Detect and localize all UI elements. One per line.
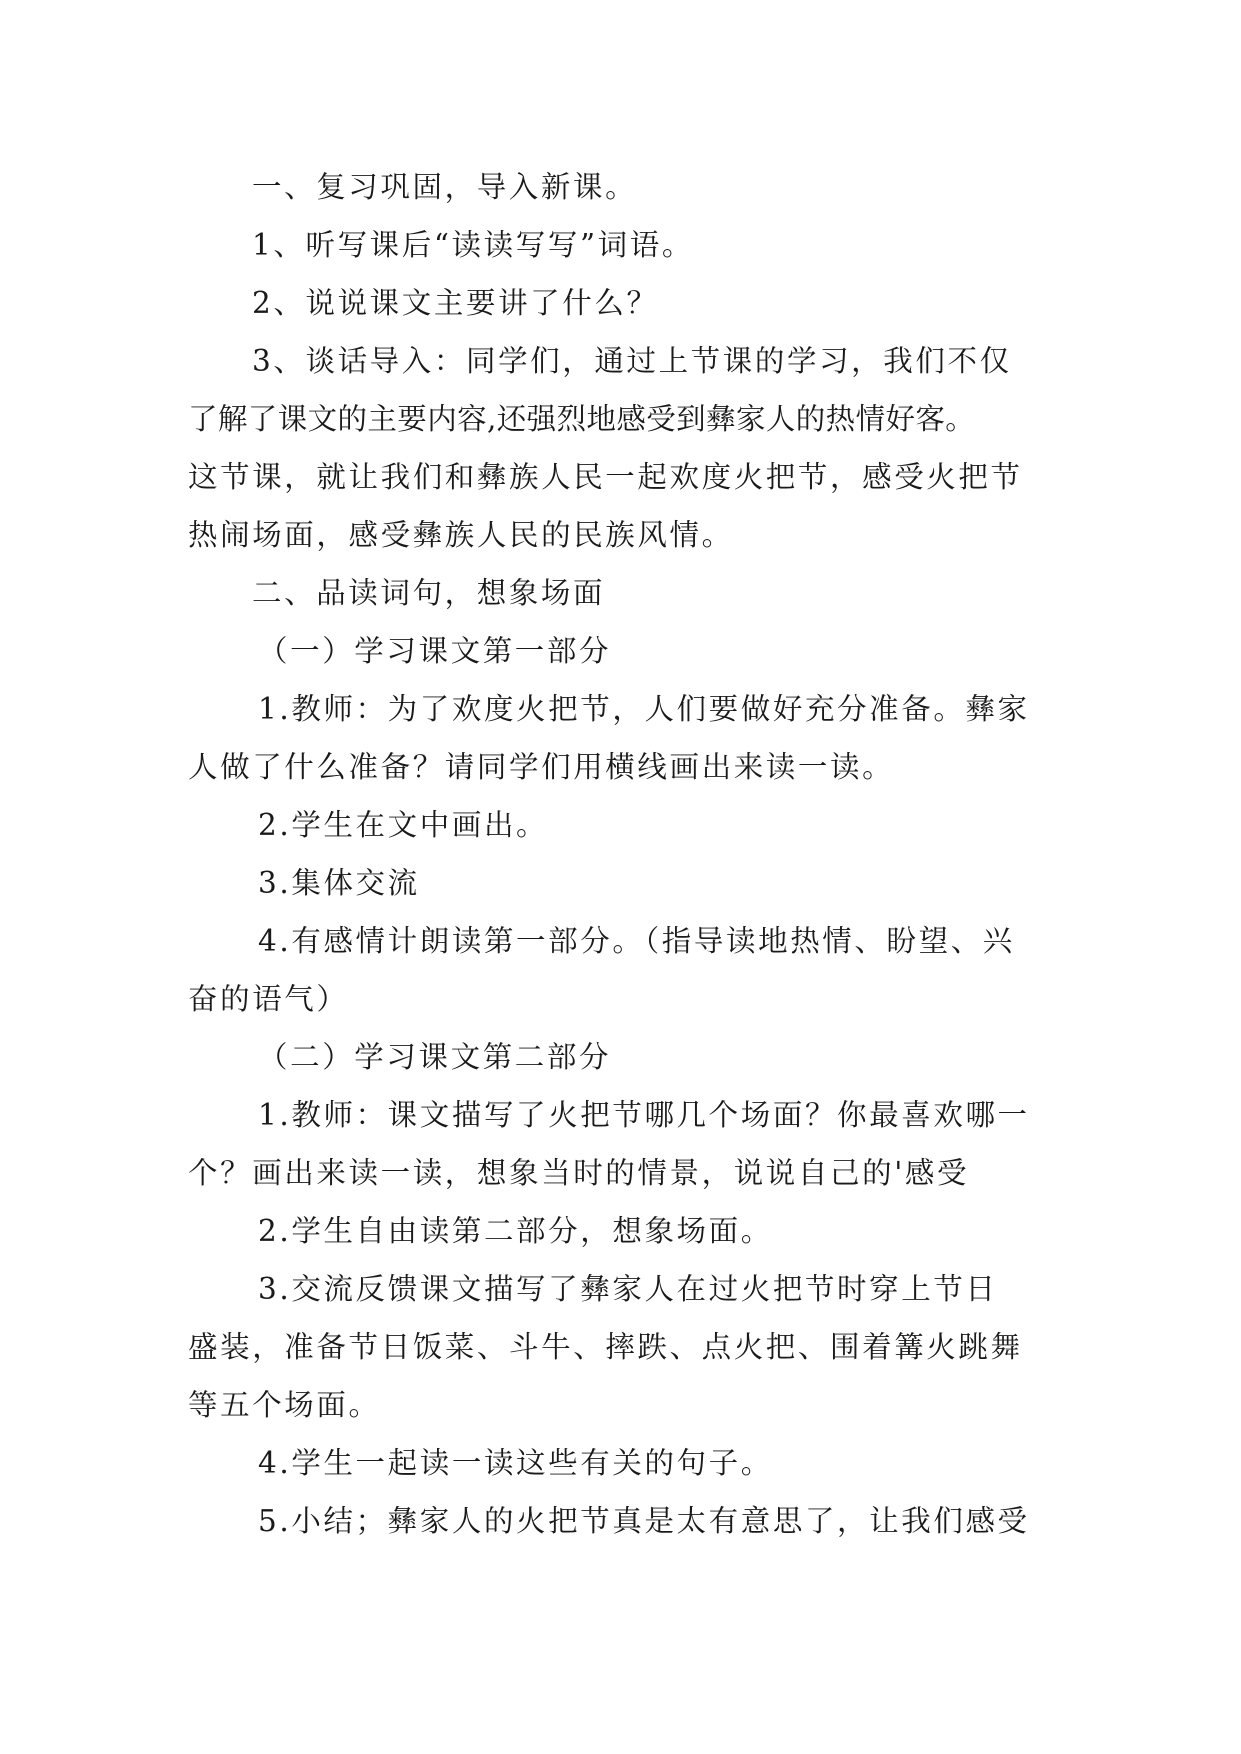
document-body (188, 158, 1050, 1550)
paragraph-line: 1.教师：课文描写了火把节哪几个场面？你最喜欢哪一 (258, 1098, 1030, 1132)
paragraph-line: 等五个场面。 (188, 1388, 381, 1422)
paragraph-line: 奋的语气） (188, 982, 349, 1016)
paragraph-line: 了解了课文的主要内容,还强烈地感受到彝家人的热情好客。 (188, 402, 976, 436)
section-heading-1: 一、复习巩固，导入新课。 (252, 170, 638, 204)
paragraph-line: 5.小结；彝家人的火把节真是太有意思了，让我们感受 (258, 1504, 1030, 1538)
list-item: 2.学生自由读第二部分，想象场面。 (258, 1214, 773, 1248)
list-item: 1、听写课后“读读写写”词语。 (252, 228, 694, 262)
list-item: 2、说说课文主要讲了什么？ (252, 286, 659, 320)
paragraph-line: 这节课，就让我们和彝族人民一起欢度火把节，感受火把节 (188, 460, 1023, 494)
paragraph-line: 个？画出来读一读，想象当时的情景，说说自己的'感受 (188, 1156, 970, 1190)
paragraph-line: 3、谈话导入：同学们，通过上节课的学习，我们不仅 (252, 344, 1012, 378)
list-item: 2.学生在文中画出。 (258, 808, 549, 842)
subsection-heading: （一）学习课文第一部分 (258, 634, 612, 668)
paragraph-line: 3.交流反馈课文描写了彝家人在过火把节时穿上节日 (258, 1272, 998, 1306)
paragraph-line: 4.有感情计朗读第一部分。（指导读地热情、盼望、兴 (258, 924, 1015, 958)
paragraph-line: 1.教师：为了欢度火把节，人们要做好充分准备。彝家 (258, 692, 1030, 726)
paragraph-line: 热闹场面，感受彝族人民的民族风情。 (188, 518, 734, 552)
section-heading-2: 二、品读词句，想象场面 (252, 576, 606, 610)
list-item: 3.集体交流 (258, 866, 420, 900)
paragraph-line: 人做了什么准备？请同学们用横线画出来读一读。 (188, 750, 895, 784)
paragraph-line: 盛装，准备节日饭菜、斗牛、摔跌、点火把、围着篝火跳舞 (188, 1330, 1023, 1364)
list-item: 4.学生一起读一读这些有关的句子。 (258, 1446, 773, 1480)
subsection-heading: （二）学习课文第二部分 (258, 1040, 612, 1074)
